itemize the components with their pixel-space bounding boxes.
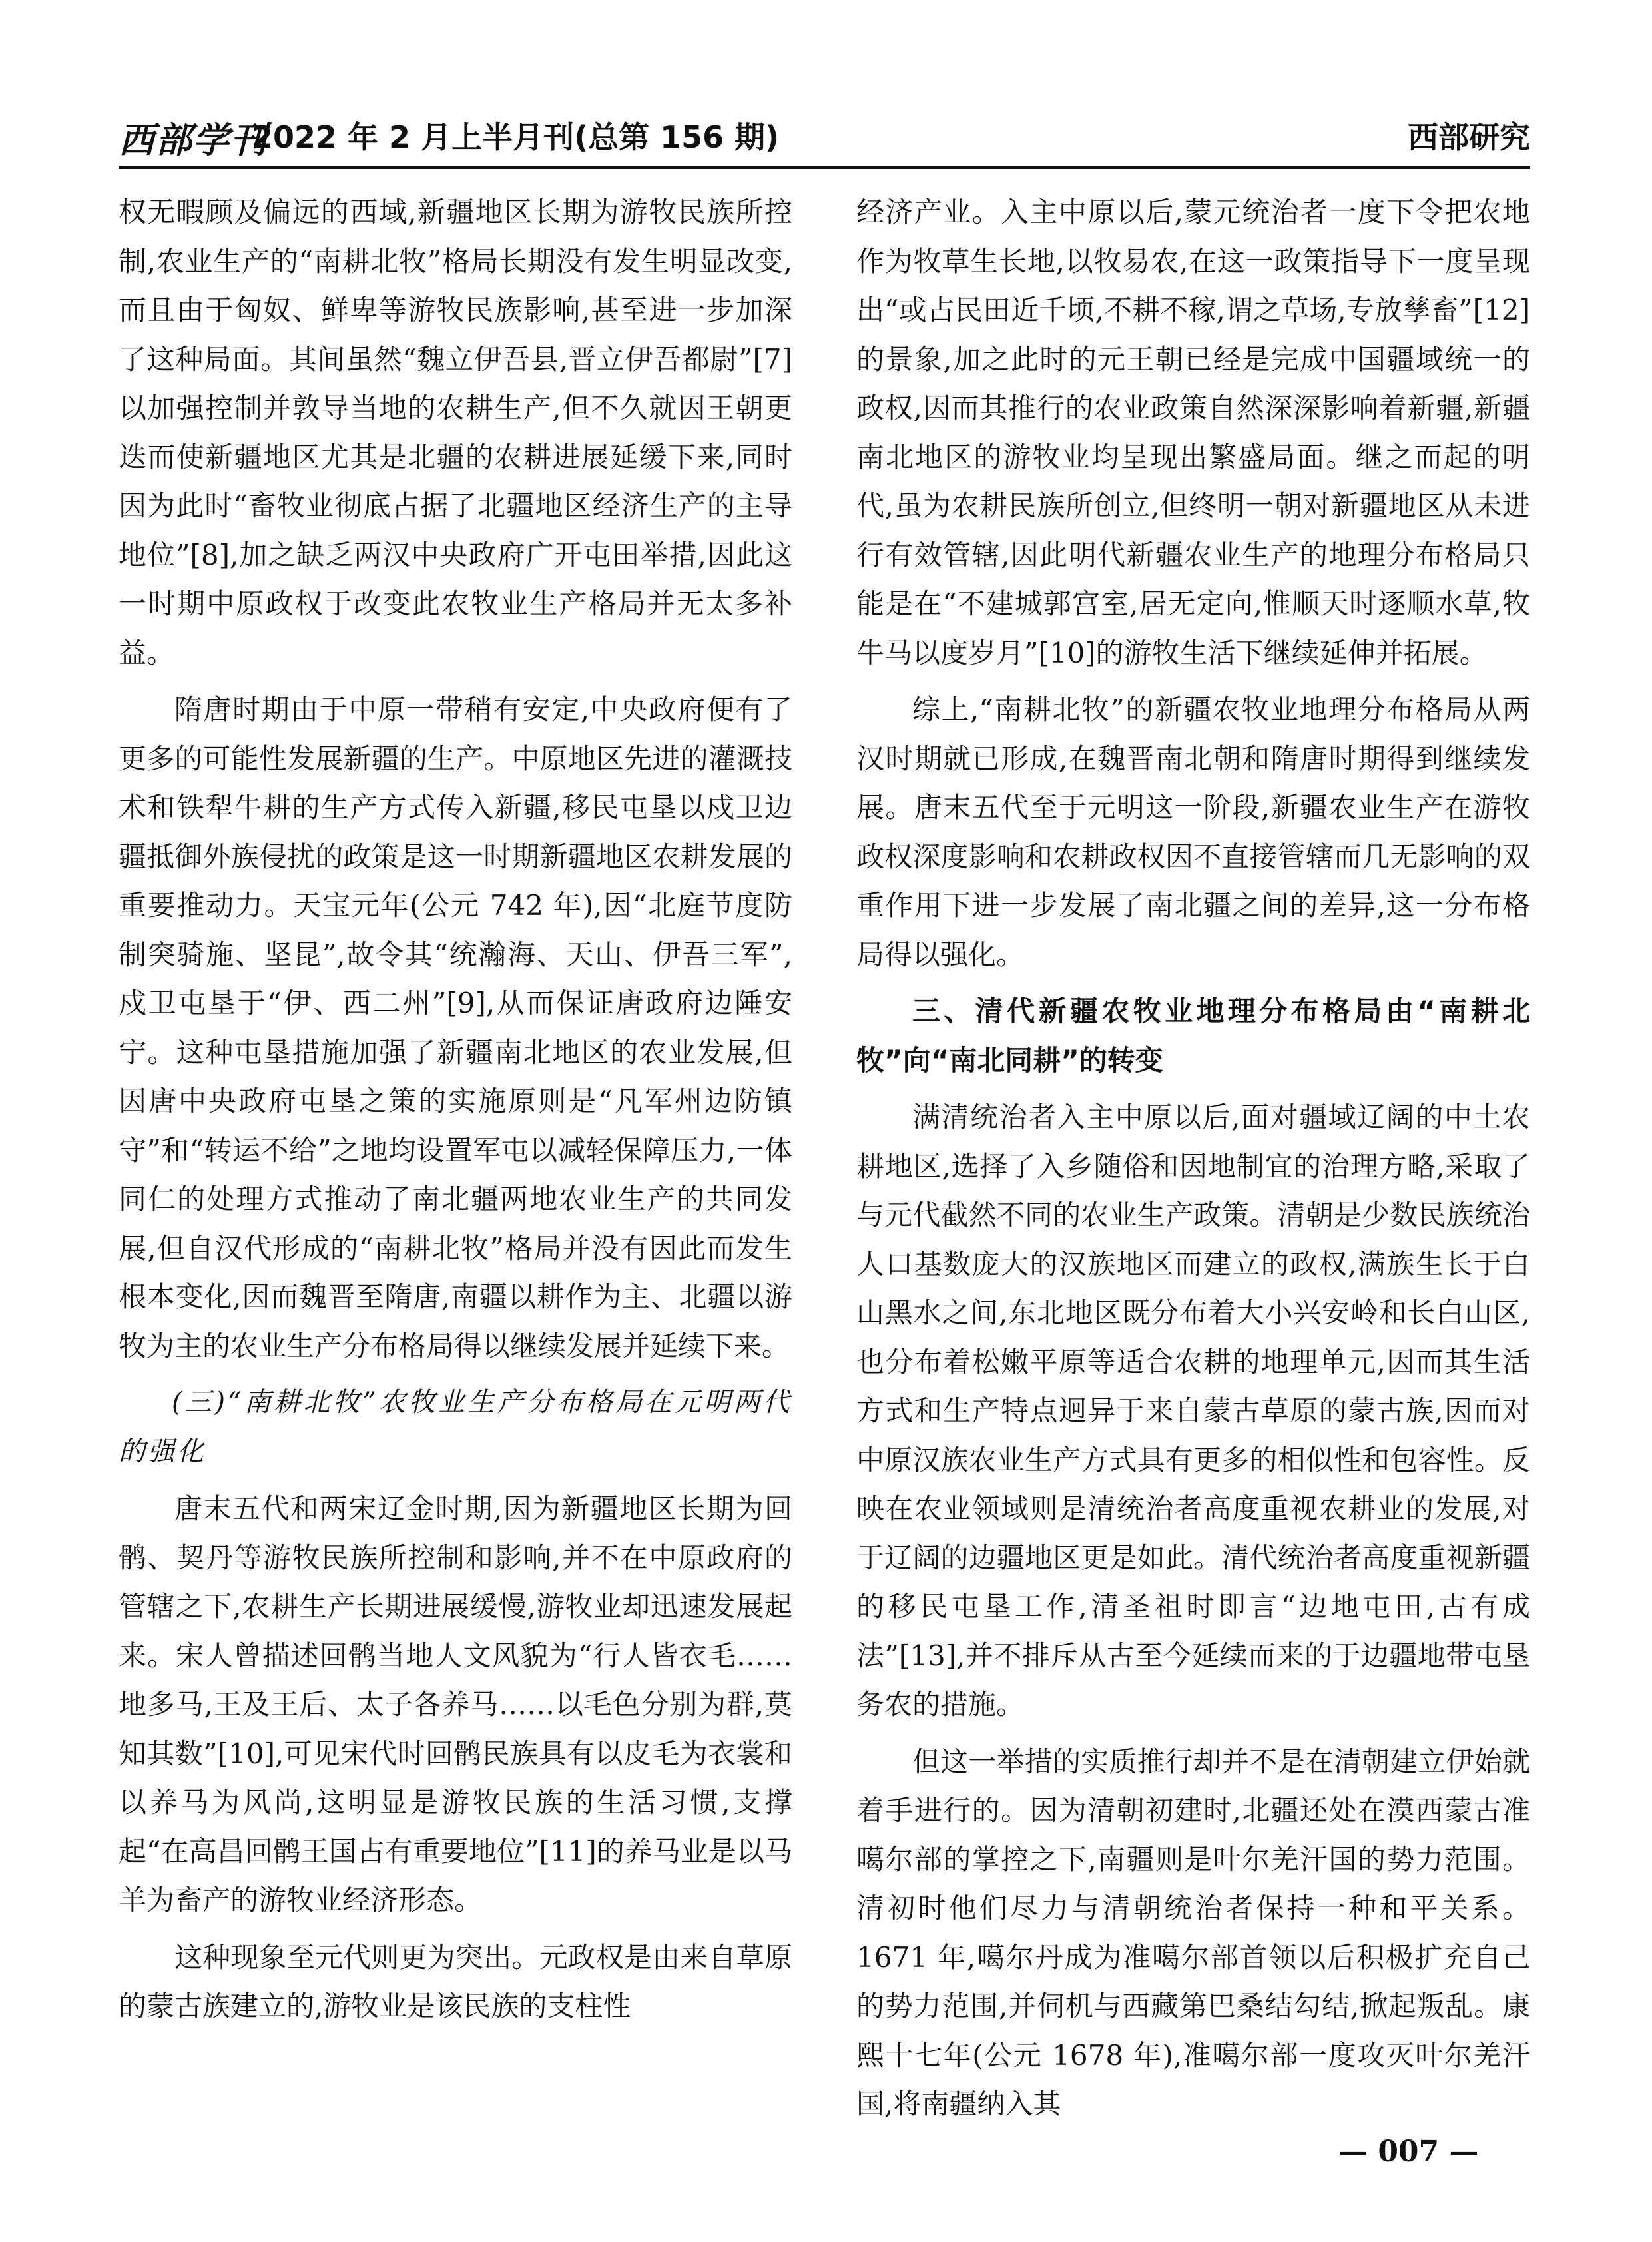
paragraph: 这种现象至元代则更为突出。元政权是由来自草原的蒙古族建立的,游牧业是该民族的支柱性	[119, 1940, 792, 2022]
subsection-heading: (三)“南耕北牧”农牧业生产分布格局在元明两代的强化	[119, 1387, 792, 1467]
section-heading: 三、清代新疆农牧业地理分布格局由“南耕北牧”向“南北同耕”的转变	[856, 995, 1530, 1077]
paragraph: 综上,“南耕北牧”的新疆农牧业地理分布格局从两汉时期就已形成,在魏晋南北朝和隋唐时期得到继续发展。唐末五代至于元明这一阶段,新疆农业生产在游牧政权深度影响和农耕政权因不直接管辖而几无影响的双重作用下进一步发展了南北疆之间的差异,这一分布格局得以强化。	[856, 693, 1530, 971]
paragraph: 唐末五代和两宋辽金时期,因为新疆地区长期为回鹘、契丹等游牧民族所控制和影响,并不在中原政府的管辖之下,农耕生产长期进展缓慢,游牧业却迅速发展起来。宋人曾描述回鹘当地人文风貌为“行人皆衣毛……地多马,王及王后、太子各养马……以毛色分别为群,莫知其数”[10],可见宋代时回鹘民族具有以皮毛为衣裳和以养马为风尚,这明显是游牧民族的生活习惯,支撑起“在高昌回鹘王国占有重要地位”[11]的养马业是以马羊为畜产的游牧业经济形态。	[119, 1492, 792, 1916]
paragraph: 满清统治者入主中原以后,面对疆域辽阔的中土农耕地区,选择了入乡随俗和因地制宜的治理方略,采取了与元代截然不同的农业生产政策。清朝是少数民族统治人口基数庞大的汉族地区而建立的政权,满族生长于白山黑水之间,东北地区既分布着大小兴安岭和长白山区,也分布着松嫩平原等适合农耕的地理单元,因而其生活方式和生产特点迥异于来自蒙古草原的蒙古族,因而对中原汉族农业生产方式具有更多的相似性和包容性。反映在农业领域则是清统治者高度重视农耕业的发展,对于辽阔的边疆地区更是如此。清代统治者高度重视新疆的移民屯垦工作,清圣祖时即言“边地屯田,古有成法”[13],并不排斥从古至今延续而来的于边疆地带屯垦务农的措施。	[856, 1101, 1530, 1721]
left-column	[119, 188, 792, 2031]
page-number: — 007 —	[1338, 2135, 1479, 2169]
right-column	[856, 188, 1530, 2129]
page-header	[119, 112, 1530, 169]
paragraph: 经济产业。入主中原以后,蒙元统治者一度下令把农地作为牧草生长地,以牧易农,在这一政策指导下一度呈现出“或占民田近千顷,不耕不稼,谓之草场,专放孳畜”[12]的景象,加之此时的元王朝已经是完成中国疆域统一的政权,因而其推行的农业政策自然深深影响着新疆,新疆南北地区的游牧业均呈现出繁盛局面。继之而起的明代,虽为农耕民族所创立,但终明一朝对新疆地区从未进行有效管辖,因此明代新疆农业生产的地理分布格局只能是在“不建城郭宫室,居无定向,惟顺天时逐顺水草,牧牛马以度岁月”[10]的游牧生活下继续延伸并拓展。	[856, 196, 1530, 669]
paragraph: 但这一举措的实质推行却并不是在清朝建立伊始就着手进行的。因为清朝初建时,北疆还处在漠西蒙古准噶尔部的掌控之下,南疆则是叶尔羌汗国的势力范围。清初时他们尽力与清朝统治者保持一种和平关系。1671 年,噶尔丹成为准噶尔部首领以后积极扩充自己的势力范围,并伺机与西藏第巴桑结勾结,掀起叛乱。康熙十七年(公元 1678 年),准噶尔部一度攻灭叶尔羌汗国,将南疆纳入其	[856, 1745, 1530, 2120]
issue-info: 2022 年 2 月上半月刊(总第 156 期)	[252, 119, 780, 155]
paragraph: 隋唐时期由于中原一带稍有安定,中央政府便有了更多的可能性发展新疆的生产。中原地区先进的灌溉技术和铁犁牛耕的生产方式传入新疆,移民屯垦以戍卫边疆抵御外族侵扰的政策是这一时期新疆地区农耕发展的重要推动力。天宝元年(公元 742 年),因“北庭节度防制突骑施、坚昆”,故令其“统瀚海、天山、伊吾三军”,戍卫屯垦于“伊、西二州”[9],从而保证唐政府边陲安宁。这种屯垦措施加强了新疆南北地区的农业发展,但因唐中央政府屯垦之策的实施原则是“凡军州边防镇守”和“转运不给”之地均设置军屯以减轻保障压力,一体同仁的处理方式推动了南北疆两地农业生产的共同发展,但自汉代形成的“南耕北牧”格局并没有因此而发生根本变化,因而魏晋至隋唐,南疆以耕作为主、北疆以游牧为主的农业生产分布格局得以继续发展并延续下来。	[119, 693, 792, 1362]
paragraph: 权无暇顾及偏远的西域,新疆地区长期为游牧民族所控制,农业生产的“南耕北牧”格局长期没有发生明显改变,而且由于匈奴、鲜卑等游牧民族影响,甚至进一步加深了这种局面。其间虽然“魏立伊吾县,晋立伊吾都尉”[7]以加强控制并敦导当地的农耕生产,但不久就因王朝更迭而使新疆地区尤其是北疆的农耕进展延缓下来,同时因为此时“畜牧业彻底占据了北疆地区经济生产的主导地位”[8],加之缺乏两汉中央政府广开屯田举措,因此这一时期中原政权于改变此农牧业生产格局并无太多补益。	[119, 196, 792, 669]
journal-logo: 西部学刊	[119, 119, 268, 161]
section-title: 西部研究	[1408, 119, 1530, 155]
